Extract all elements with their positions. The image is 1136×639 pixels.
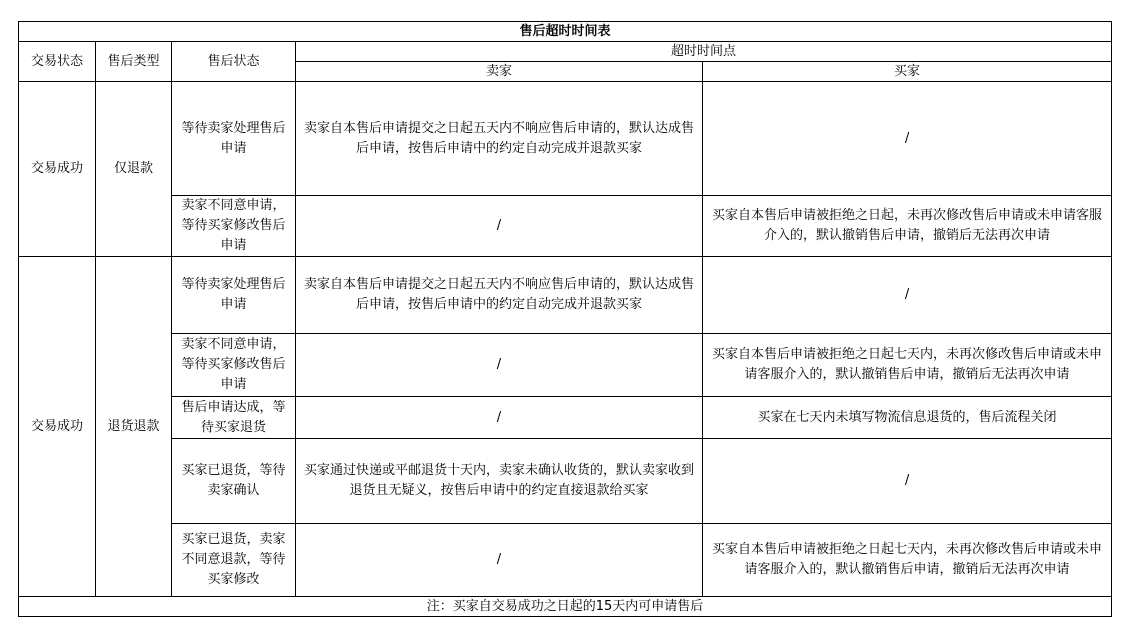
row-buyer-rule: / <box>703 439 1112 524</box>
row-seller-rule: 买家通过快递或平邮退货十天内，卖家未确认收货的，默认卖家收到退货且无疑义，按售后申请中的约定直接退款给买家 <box>296 439 703 524</box>
row-buyer-rule: 买家在七天内未填写物流信息退货的，售后流程关闭 <box>703 397 1112 439</box>
row-state: 买家已退货，卖家不同意退款，等待买家修改 <box>172 524 296 597</box>
table-title: 售后超时时间表 <box>19 22 1112 42</box>
header-timeout-point: 超时时间点 <box>296 42 1112 62</box>
row-state: 买家已退货，等待卖家确认 <box>172 439 296 524</box>
row-seller-rule: / <box>296 524 703 597</box>
row-buyer-rule: / <box>703 257 1112 334</box>
row-seller-rule: / <box>296 196 703 257</box>
row-buyer-rule: 买家自本售后申请被拒绝之日起七天内，未再次修改售后申请或未申请客服介入的，默认撤销售后申请，撤销后无法再次申请 <box>703 334 1112 397</box>
row-seller-rule: / <box>296 334 703 397</box>
title-row <box>19 22 1112 42</box>
row-buyer-rule: / <box>703 82 1112 196</box>
header-buyer: 买家 <box>703 62 1112 82</box>
table-row <box>19 196 1112 257</box>
row-state: 卖家不同意申请，等待买家修改售后申请 <box>172 196 296 257</box>
row-buyer-rule: 买家自本售后申请被拒绝之日起七天内，未再次修改售后申请或未申请客服介入的，默认撤销售后申请，撤销后无法再次申请 <box>703 524 1112 597</box>
table-row <box>19 82 1112 196</box>
row-state: 等待卖家处理售后申请 <box>172 82 296 196</box>
row-buyer-rule: 买家自本售后申请被拒绝之日起，未再次修改售后申请或未申请客服介入的，默认撤销售后申请，撤销后无法再次申请 <box>703 196 1112 257</box>
row-seller-rule: / <box>296 397 703 439</box>
header-seller: 卖家 <box>296 62 703 82</box>
row-seller-rule: 卖家自本售后申请提交之日起五天内不响应售后申请的，默认达成售后申请，按售后申请中的约定自动完成并退款买家 <box>296 82 703 196</box>
table-row <box>19 257 1112 334</box>
row-state: 等待卖家处理售后申请 <box>172 257 296 334</box>
header-aftersale-state: 售后状态 <box>172 42 296 82</box>
note-row <box>19 597 1112 617</box>
table-note: 注：买家自交易成功之日起的15天内可申请售后 <box>19 597 1112 617</box>
table-row <box>19 439 1112 524</box>
header-trade-status: 交易状态 <box>19 42 96 82</box>
table-row <box>19 397 1112 439</box>
header-row-1 <box>19 42 1112 62</box>
row-state: 卖家不同意申请，等待买家修改售后申请 <box>172 334 296 397</box>
row-state: 售后申请达成，等待买家退货 <box>172 397 296 439</box>
header-aftersale-type: 售后类型 <box>96 42 172 82</box>
group-trade-status: 交易成功 <box>19 82 96 257</box>
group-trade-status: 交易成功 <box>19 257 96 597</box>
table-row <box>19 524 1112 597</box>
aftersale-timeout-table <box>18 21 1112 617</box>
row-seller-rule: 卖家自本售后申请提交之日起五天内不响应售后申请的，默认达成售后申请，按售后申请中的约定自动完成并退款买家 <box>296 257 703 334</box>
table-row <box>19 334 1112 397</box>
group-aftersale-type: 仅退款 <box>96 82 172 257</box>
group-aftersale-type: 退货退款 <box>96 257 172 597</box>
